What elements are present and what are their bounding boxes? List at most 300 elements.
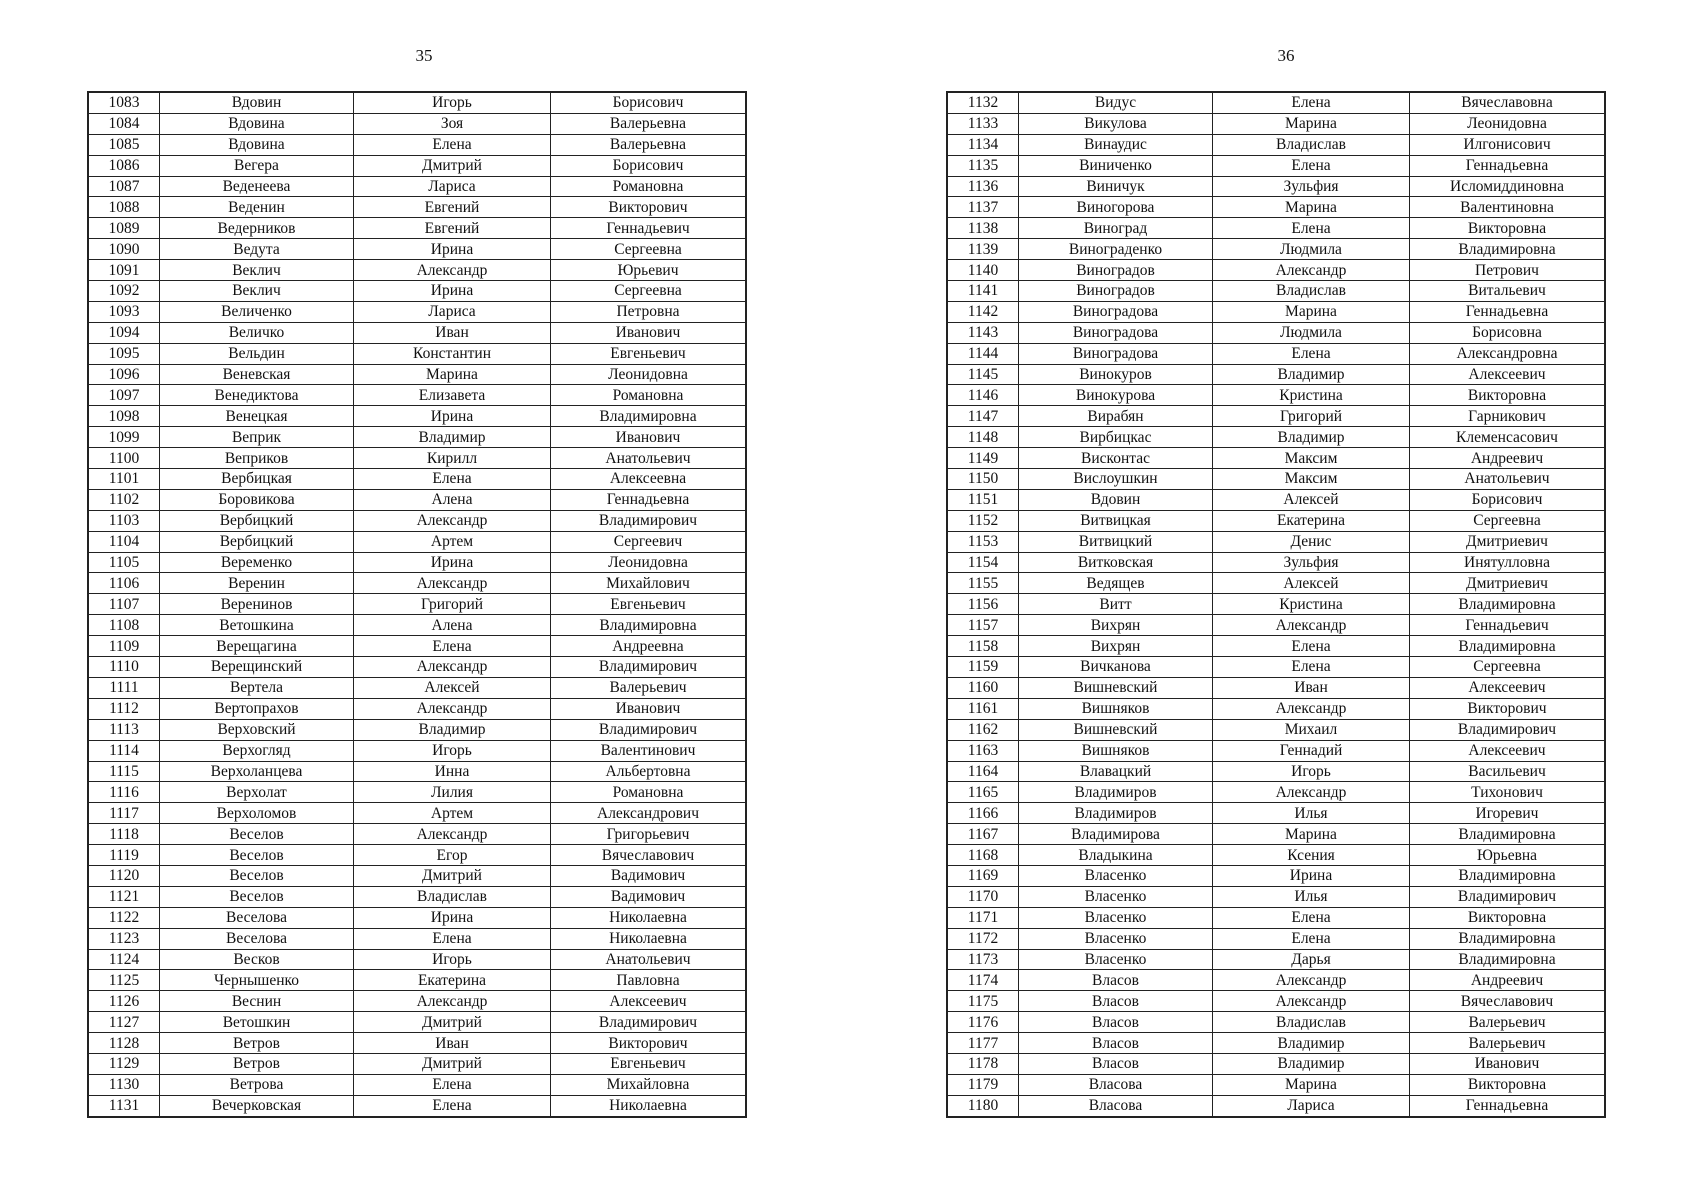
last-name-cell: Власенко (1019, 928, 1213, 949)
first-name-cell: Зульфия (1213, 552, 1410, 573)
first-name-cell: Елена (354, 1095, 551, 1116)
table-row (947, 824, 1605, 845)
patronymic-cell: Тихонович (1410, 782, 1606, 803)
row-number-cell: 1143 (947, 322, 1019, 343)
row-number-cell: 1152 (947, 510, 1019, 531)
row-number-cell: 1086 (88, 155, 160, 176)
row-number-cell: 1111 (88, 677, 160, 698)
patronymic-cell: Владимировна (1410, 928, 1606, 949)
table-row (947, 364, 1605, 385)
row-number-cell: 1124 (88, 949, 160, 970)
last-name-cell: Висконтас (1019, 448, 1213, 469)
last-name-cell: Вдовина (160, 113, 354, 134)
first-name-cell: Артем (354, 803, 551, 824)
table-row (88, 803, 746, 824)
row-number-cell: 1102 (88, 489, 160, 510)
row-number-cell: 1165 (947, 782, 1019, 803)
patronymic-cell: Иванович (551, 322, 747, 343)
table-row (947, 427, 1605, 448)
last-name-cell: Верещагина (160, 636, 354, 657)
table-row (947, 385, 1605, 406)
patronymic-cell: Андреевна (551, 636, 747, 657)
first-name-cell: Владимир (1213, 1053, 1410, 1074)
table-row (88, 427, 746, 448)
row-number-cell: 1149 (947, 448, 1019, 469)
first-name-cell: Александр (354, 260, 551, 281)
first-name-cell: Илья (1213, 803, 1410, 824)
row-number-cell: 1156 (947, 594, 1019, 615)
last-name-cell: Вихрян (1019, 615, 1213, 636)
first-name-cell: Марина (1213, 113, 1410, 134)
first-name-cell: Александр (1213, 698, 1410, 719)
last-name-cell: Веселов (160, 865, 354, 886)
last-name-cell: Винокурова (1019, 385, 1213, 406)
table-row (88, 761, 746, 782)
row-number-cell: 1130 (88, 1074, 160, 1095)
patronymic-cell: Вадимович (551, 865, 747, 886)
table-row (947, 615, 1605, 636)
first-name-cell: Григорий (354, 594, 551, 615)
table-row (88, 949, 746, 970)
patronymic-cell: Исломиддиновна (1410, 176, 1606, 197)
row-number-cell: 1107 (88, 594, 160, 615)
first-name-cell: Екатерина (354, 970, 551, 991)
patronymic-cell: Валерьевич (1410, 1012, 1606, 1033)
last-name-cell: Величенко (160, 301, 354, 322)
last-name-cell: Вирбицкас (1019, 427, 1213, 448)
last-name-cell: Верховский (160, 719, 354, 740)
table-row (88, 907, 746, 928)
table-row (947, 803, 1605, 824)
table-row (88, 594, 746, 615)
patronymic-cell: Владимировна (1410, 636, 1606, 657)
patronymic-cell: Александровна (1410, 343, 1606, 364)
row-number-cell: 1150 (947, 469, 1019, 490)
first-name-cell: Лариса (1213, 1095, 1410, 1116)
row-number-cell: 1179 (947, 1074, 1019, 1095)
first-name-cell: Владимир (1213, 1033, 1410, 1054)
table-row (88, 510, 746, 531)
patronymic-cell: Алексеевич (1410, 677, 1606, 698)
table-row (947, 1033, 1605, 1054)
table-row (947, 469, 1605, 490)
last-name-cell: Витт (1019, 594, 1213, 615)
row-number-cell: 1132 (947, 92, 1019, 113)
last-name-cell: Вислоушкин (1019, 469, 1213, 490)
row-number-cell: 1127 (88, 1012, 160, 1033)
first-name-cell: Кристина (1213, 594, 1410, 615)
row-number-cell: 1091 (88, 260, 160, 281)
first-name-cell: Алена (354, 615, 551, 636)
first-name-cell: Геннадий (1213, 740, 1410, 761)
table-row (947, 782, 1605, 803)
table-row (88, 698, 746, 719)
table-row (947, 301, 1605, 322)
first-name-cell: Игорь (1213, 761, 1410, 782)
last-name-cell: Вишняков (1019, 698, 1213, 719)
patronymic-cell: Сергеевич (551, 531, 747, 552)
patronymic-cell: Викторовна (1410, 1074, 1606, 1095)
table-row (88, 970, 746, 991)
table-row (88, 886, 746, 907)
patronymic-cell: Геннадьевна (1410, 301, 1606, 322)
patronymic-cell: Алексеевич (551, 991, 747, 1012)
row-number-cell: 1153 (947, 531, 1019, 552)
table-row (88, 1012, 746, 1033)
last-name-cell: Веклич (160, 260, 354, 281)
row-number-cell: 1163 (947, 740, 1019, 761)
last-name-cell: Влавацкий (1019, 761, 1213, 782)
table-row (88, 677, 746, 698)
first-name-cell: Евгений (354, 218, 551, 239)
first-name-cell: Елена (1213, 907, 1410, 928)
patronymic-cell: Григорьевич (551, 824, 747, 845)
last-name-cell: Ведерников (160, 218, 354, 239)
table-row (88, 406, 746, 427)
patronymic-cell: Геннадьевна (1410, 1095, 1606, 1116)
table-row (88, 301, 746, 322)
patronymic-cell: Андреевич (1410, 448, 1606, 469)
row-number-cell: 1085 (88, 134, 160, 155)
row-number-cell: 1168 (947, 845, 1019, 866)
table-row (947, 991, 1605, 1012)
first-name-cell: Алена (354, 489, 551, 510)
row-number-cell: 1161 (947, 698, 1019, 719)
row-number-cell: 1135 (947, 155, 1019, 176)
patronymic-cell: Дмитриевич (1410, 531, 1606, 552)
first-name-cell: Александр (354, 824, 551, 845)
table-row (947, 1095, 1605, 1116)
row-number-cell: 1083 (88, 92, 160, 113)
first-name-cell: Иван (354, 1033, 551, 1054)
patronymic-cell: Леонидовна (551, 552, 747, 573)
table-row (947, 970, 1605, 991)
patronymic-cell: Валерьевич (551, 677, 747, 698)
row-number-cell: 1126 (88, 991, 160, 1012)
patronymic-cell: Владимировна (551, 406, 747, 427)
first-name-cell: Людмила (1213, 322, 1410, 343)
first-name-cell: Дарья (1213, 949, 1410, 970)
first-name-cell: Ирина (354, 907, 551, 928)
row-number-cell: 1096 (88, 364, 160, 385)
first-name-cell: Алексей (1213, 489, 1410, 510)
row-number-cell: 1136 (947, 176, 1019, 197)
first-name-cell: Кристина (1213, 385, 1410, 406)
row-number-cell: 1171 (947, 907, 1019, 928)
row-number-cell: 1099 (88, 427, 160, 448)
patronymic-cell: Евгеньевич (551, 343, 747, 364)
patronymic-cell: Сергеевна (551, 239, 747, 260)
table-row (88, 991, 746, 1012)
name-table-left (87, 91, 747, 1118)
last-name-cell: Виноградова (1019, 343, 1213, 364)
last-name-cell: Власова (1019, 1074, 1213, 1095)
first-name-cell: Артем (354, 531, 551, 552)
last-name-cell: Ветошкина (160, 615, 354, 636)
first-name-cell: Александр (354, 510, 551, 531)
last-name-cell: Веренинов (160, 594, 354, 615)
last-name-cell: Винокуров (1019, 364, 1213, 385)
patronymic-cell: Николаевна (551, 907, 747, 928)
table-row (88, 1074, 746, 1095)
row-number-cell: 1109 (88, 636, 160, 657)
row-number-cell: 1162 (947, 719, 1019, 740)
patronymic-cell: Валерьевич (1410, 1033, 1606, 1054)
table-row (88, 448, 746, 469)
first-name-cell: Елена (354, 1074, 551, 1095)
table-row (947, 322, 1605, 343)
first-name-cell: Людмила (1213, 239, 1410, 260)
row-number-cell: 1121 (88, 886, 160, 907)
patronymic-cell: Владимировна (1410, 865, 1606, 886)
table-row (947, 155, 1605, 176)
first-name-cell: Игорь (354, 740, 551, 761)
first-name-cell: Елена (354, 636, 551, 657)
last-name-cell: Веременко (160, 552, 354, 573)
first-name-cell: Ирина (1213, 865, 1410, 886)
table-row (88, 469, 746, 490)
first-name-cell: Александр (1213, 260, 1410, 281)
row-number-cell: 1144 (947, 343, 1019, 364)
row-number-cell: 1122 (88, 907, 160, 928)
row-number-cell: 1120 (88, 865, 160, 886)
first-name-cell: Дмитрий (354, 1053, 551, 1074)
patronymic-cell: Алексеевич (1410, 364, 1606, 385)
table-row (947, 719, 1605, 740)
patronymic-cell: Валентинович (551, 740, 747, 761)
row-number-cell: 1151 (947, 489, 1019, 510)
row-number-cell: 1177 (947, 1033, 1019, 1054)
row-number-cell: 1164 (947, 761, 1019, 782)
table-row (88, 865, 746, 886)
last-name-cell: Владимиров (1019, 782, 1213, 803)
last-name-cell: Веденеева (160, 176, 354, 197)
table-row (88, 1053, 746, 1074)
row-number-cell: 1128 (88, 1033, 160, 1054)
table-row (947, 949, 1605, 970)
row-number-cell: 1129 (88, 1053, 160, 1074)
last-name-cell: Верхоломов (160, 803, 354, 824)
row-number-cell: 1146 (947, 385, 1019, 406)
row-number-cell: 1084 (88, 113, 160, 134)
table-row (88, 657, 746, 678)
first-name-cell: Александр (354, 573, 551, 594)
table-row (947, 448, 1605, 469)
patronymic-cell: Петровна (551, 301, 747, 322)
patronymic-cell: Владимировна (1410, 239, 1606, 260)
name-table-right (946, 91, 1606, 1118)
table-row (947, 845, 1605, 866)
first-name-cell: Игорь (354, 949, 551, 970)
last-name-cell: Веселов (160, 886, 354, 907)
last-name-cell: Веснин (160, 991, 354, 1012)
table-row (88, 782, 746, 803)
row-number-cell: 1131 (88, 1095, 160, 1116)
last-name-cell: Величко (160, 322, 354, 343)
first-name-cell: Лилия (354, 782, 551, 803)
last-name-cell: Витвицкий (1019, 531, 1213, 552)
row-number-cell: 1139 (947, 239, 1019, 260)
row-number-cell: 1105 (88, 552, 160, 573)
row-number-cell: 1115 (88, 761, 160, 782)
table-row (947, 113, 1605, 134)
row-number-cell: 1093 (88, 301, 160, 322)
row-number-cell: 1170 (947, 886, 1019, 907)
row-number-cell: 1176 (947, 1012, 1019, 1033)
row-number-cell: 1125 (88, 970, 160, 991)
row-number-cell: 1088 (88, 197, 160, 218)
first-name-cell: Елена (354, 134, 551, 155)
table-row (88, 552, 746, 573)
patronymic-cell: Владимирович (1410, 719, 1606, 740)
first-name-cell: Владимир (1213, 364, 1410, 385)
table-row (88, 740, 746, 761)
last-name-cell: Вдовин (160, 92, 354, 113)
last-name-cell: Венецкая (160, 406, 354, 427)
table-row (947, 761, 1605, 782)
first-name-cell: Ксения (1213, 845, 1410, 866)
patronymic-cell: Владимирович (551, 657, 747, 678)
patronymic-cell: Михайлович (551, 573, 747, 594)
patronymic-cell: Алексеевич (1410, 740, 1606, 761)
last-name-cell: Веселова (160, 928, 354, 949)
row-number-cell: 1173 (947, 949, 1019, 970)
patronymic-cell: Борисовна (1410, 322, 1606, 343)
last-name-cell: Веселов (160, 824, 354, 845)
last-name-cell: Вишняков (1019, 740, 1213, 761)
last-name-cell: Веклич (160, 281, 354, 302)
table-row (88, 92, 746, 113)
patronymic-cell: Иванович (551, 698, 747, 719)
last-name-cell: Верхоланцева (160, 761, 354, 782)
table-row (88, 1033, 746, 1054)
table-row (947, 134, 1605, 155)
first-name-cell: Григорий (1213, 406, 1410, 427)
last-name-cell: Вдовин (1019, 489, 1213, 510)
row-number-cell: 1154 (947, 552, 1019, 573)
table-row (88, 845, 746, 866)
first-name-cell: Марина (1213, 1074, 1410, 1095)
first-name-cell: Елена (354, 928, 551, 949)
patronymic-cell: Алексеевна (551, 469, 747, 490)
patronymic-cell: Борисович (551, 92, 747, 113)
row-number-cell: 1089 (88, 218, 160, 239)
table-row (947, 677, 1605, 698)
first-name-cell: Лариса (354, 176, 551, 197)
first-name-cell: Алексей (1213, 573, 1410, 594)
row-number-cell: 1106 (88, 573, 160, 594)
patronymic-cell: Леонидовна (551, 364, 747, 385)
table-row (947, 698, 1605, 719)
patronymic-cell: Иванович (1410, 1053, 1606, 1074)
patronymic-cell: Анатольевич (551, 448, 747, 469)
table-row (88, 322, 746, 343)
last-name-cell: Винограденко (1019, 239, 1213, 260)
first-name-cell: Денис (1213, 531, 1410, 552)
patronymic-cell: Вячеславович (1410, 991, 1606, 1012)
last-name-cell: Владимирова (1019, 824, 1213, 845)
last-name-cell: Вегера (160, 155, 354, 176)
last-name-cell: Вельдин (160, 343, 354, 364)
first-name-cell: Максим (1213, 469, 1410, 490)
first-name-cell: Владислав (1213, 281, 1410, 302)
table-row (88, 343, 746, 364)
first-name-cell: Евгений (354, 197, 551, 218)
table-row (947, 1074, 1605, 1095)
last-name-cell: Витковская (1019, 552, 1213, 573)
table-row (88, 197, 746, 218)
last-name-cell: Винаудис (1019, 134, 1213, 155)
first-name-cell: Елена (1213, 343, 1410, 364)
row-number-cell: 1155 (947, 573, 1019, 594)
last-name-cell: Власенко (1019, 949, 1213, 970)
last-name-cell: Веренин (160, 573, 354, 594)
patronymic-cell: Гарникович (1410, 406, 1606, 427)
last-name-cell: Боровикова (160, 489, 354, 510)
patronymic-cell: Леонидовна (1410, 113, 1606, 134)
first-name-cell: Александр (354, 991, 551, 1012)
table-row (947, 865, 1605, 886)
table-row (88, 364, 746, 385)
row-number-cell: 1159 (947, 657, 1019, 678)
table-row (947, 239, 1605, 260)
row-number-cell: 1119 (88, 845, 160, 866)
table-row (947, 489, 1605, 510)
last-name-cell: Веселова (160, 907, 354, 928)
row-number-cell: 1108 (88, 615, 160, 636)
first-name-cell: Елена (1213, 636, 1410, 657)
last-name-cell: Власов (1019, 991, 1213, 1012)
patronymic-cell: Андреевич (1410, 970, 1606, 991)
table-row (88, 928, 746, 949)
last-name-cell: Виноградова (1019, 322, 1213, 343)
first-name-cell: Екатерина (1213, 510, 1410, 531)
patronymic-cell: Юрьевич (551, 260, 747, 281)
last-name-cell: Вечерковская (160, 1095, 354, 1116)
patronymic-cell: Романовна (551, 176, 747, 197)
row-number-cell: 1175 (947, 991, 1019, 1012)
first-name-cell: Александр (354, 698, 551, 719)
first-name-cell: Зоя (354, 113, 551, 134)
row-number-cell: 1112 (88, 698, 160, 719)
table-row (947, 343, 1605, 364)
last-name-cell: Власов (1019, 1012, 1213, 1033)
last-name-cell: Ветров (160, 1053, 354, 1074)
first-name-cell: Константин (354, 343, 551, 364)
table-row (947, 531, 1605, 552)
row-number-cell: 1110 (88, 657, 160, 678)
last-name-cell: Власенко (1019, 907, 1213, 928)
row-number-cell: 1113 (88, 719, 160, 740)
first-name-cell: Михаил (1213, 719, 1410, 740)
last-name-cell: Ветрова (160, 1074, 354, 1095)
first-name-cell: Марина (354, 364, 551, 385)
patronymic-cell: Петрович (1410, 260, 1606, 281)
patronymic-cell: Геннадьевна (551, 489, 747, 510)
patronymic-cell: Дмитриевич (1410, 573, 1606, 594)
last-name-cell: Власенко (1019, 886, 1213, 907)
row-number-cell: 1157 (947, 615, 1019, 636)
patronymic-cell: Романовна (551, 782, 747, 803)
first-name-cell: Егор (354, 845, 551, 866)
table-row (947, 573, 1605, 594)
table-row (947, 1012, 1605, 1033)
last-name-cell: Верхогляд (160, 740, 354, 761)
patronymic-cell: Альбертовна (551, 761, 747, 782)
table-row (88, 636, 746, 657)
patronymic-cell: Евгеньевич (551, 1053, 747, 1074)
last-name-cell: Власов (1019, 1053, 1213, 1074)
